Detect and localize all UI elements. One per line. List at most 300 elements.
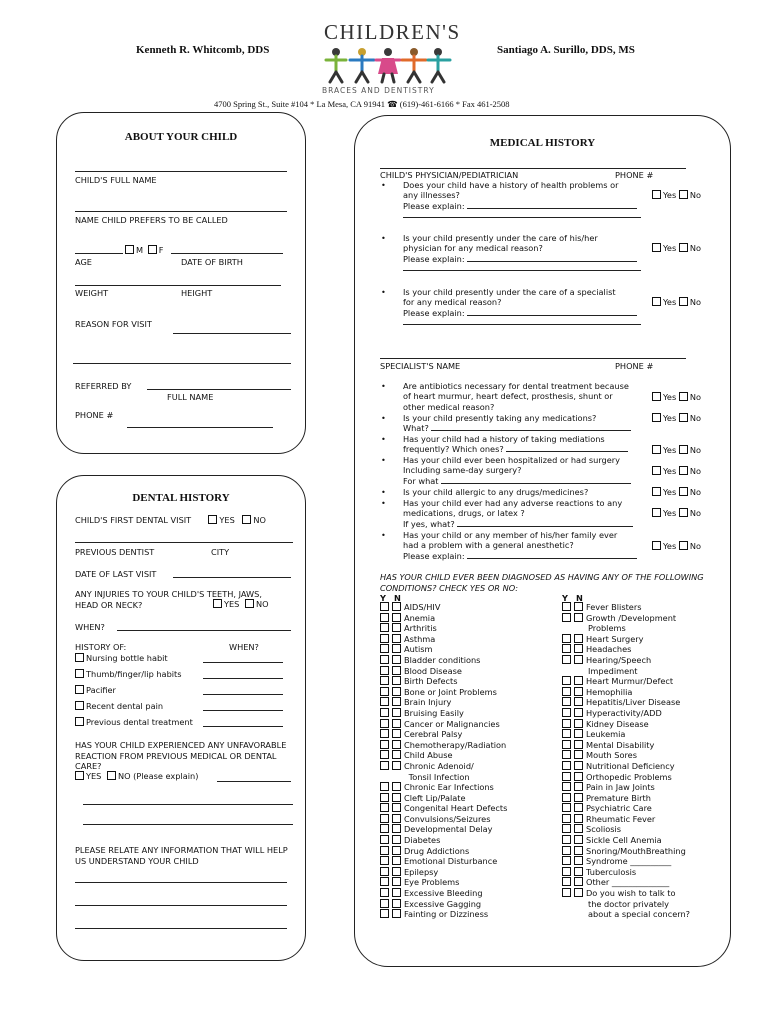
- condition-row: [562, 697, 690, 708]
- condition-label: Fever Blisters: [586, 602, 642, 612]
- condition-yes-checkbox[interactable]: [562, 740, 571, 749]
- condition-no-checkbox[interactable]: [392, 824, 401, 833]
- yes-label: Yes: [663, 413, 677, 423]
- condition-row: [380, 846, 507, 857]
- condition-yes-checkbox[interactable]: [380, 676, 389, 685]
- question-line: • Has your child or any member of his/her family ever: [403, 530, 618, 540]
- condition-row: [380, 856, 507, 867]
- condition-no-checkbox[interactable]: [574, 602, 583, 611]
- condition-no-checkbox[interactable]: [392, 687, 401, 696]
- condition-label: Hearing/Speech: [586, 654, 652, 665]
- habit-row-1: [75, 669, 182, 680]
- condition-no-checkbox[interactable]: [574, 761, 583, 770]
- reaction-yes-checkbox[interactable]: [75, 771, 84, 780]
- answer-field[interactable]: [431, 430, 631, 431]
- condition-row: [562, 602, 690, 613]
- y-header: Y: [380, 593, 386, 603]
- condition-yes-checkbox[interactable]: [380, 877, 389, 886]
- injuries-when-label: WHEN?: [75, 622, 105, 632]
- yes-checkbox[interactable]: [652, 243, 661, 252]
- condition-yes-checkbox[interactable]: [380, 867, 389, 876]
- referred-label: REFERRED BY: [75, 381, 132, 391]
- condition-row: [380, 750, 507, 761]
- explain-field-2[interactable]: [403, 318, 641, 325]
- no-checkbox[interactable]: [679, 466, 688, 475]
- condition-no-checkbox[interactable]: [392, 803, 401, 812]
- no-checkbox[interactable]: [679, 413, 688, 422]
- age-field[interactable]: [75, 253, 123, 254]
- yes-checkbox[interactable]: [652, 190, 661, 199]
- condition-yes-checkbox[interactable]: [380, 602, 389, 611]
- reaction-field-3[interactable]: [83, 824, 293, 825]
- y-header: Y: [562, 593, 568, 603]
- condition-no-checkbox[interactable]: [392, 708, 401, 717]
- condition-no-checkbox[interactable]: [392, 835, 401, 844]
- female-checkbox[interactable]: [148, 245, 157, 254]
- condition-yes-checkbox[interactable]: [562, 697, 571, 706]
- condition-label: Cancer or Malignancies: [404, 718, 500, 729]
- condition-yes-checkbox[interactable]: [380, 613, 389, 622]
- condition-yes-checkbox[interactable]: [562, 772, 571, 781]
- condition-no-checkbox[interactable]: [574, 856, 583, 865]
- condition-label: Bruising Easily: [404, 707, 464, 718]
- condition-no-checkbox[interactable]: [392, 676, 401, 685]
- no-checkbox[interactable]: [679, 508, 688, 517]
- condition-yes-checkbox[interactable]: [380, 782, 389, 791]
- reaction-yes-label: YES: [86, 771, 102, 781]
- relate-label: PLEASE RELATE ANY INFORMATION THAT WILL HELP US UNDERSTAND YOUR CHILD: [75, 845, 288, 866]
- condition-no-checkbox[interactable]: [392, 888, 401, 897]
- no-label: No: [689, 243, 701, 253]
- condition-row: [380, 719, 507, 730]
- dental-title: DENTAL HISTORY: [132, 492, 230, 504]
- habit-checkbox[interactable]: [75, 653, 84, 662]
- condition-label: Heart Murmur/Defect: [586, 676, 674, 687]
- question-line: • Is your child presently taking any medications?: [403, 413, 597, 423]
- q5-yesno: [652, 413, 701, 423]
- condition-no-checkbox[interactable]: [392, 899, 401, 908]
- condition-row: [562, 613, 690, 624]
- condition-yes-checkbox[interactable]: [380, 708, 389, 717]
- condition-yes-checkbox[interactable]: [562, 793, 571, 802]
- condition-label: Snoring/MouthBreathing: [586, 845, 686, 856]
- condition-no-checkbox[interactable]: [574, 814, 583, 823]
- reaction-label: HAS YOUR CHILD EXPERIENCED ANY UNFAVORABLE REACTION FROM PREVIOUS MEDICAL OR DENTAL CARE?: [75, 740, 287, 771]
- condition-label: Excessive Bleeding: [404, 888, 483, 899]
- condition-label: Growth /Development: [586, 612, 677, 623]
- condition-yes-checkbox[interactable]: [380, 729, 389, 738]
- yes-checkbox[interactable]: [652, 392, 661, 401]
- explain-field[interactable]: [467, 315, 637, 316]
- no-checkbox[interactable]: [679, 297, 688, 306]
- full-name-field[interactable]: [75, 171, 287, 172]
- yes-checkbox[interactable]: [652, 297, 661, 306]
- q6-yesno: [652, 445, 701, 455]
- medical-history-section: [354, 115, 731, 967]
- condition-no-checkbox[interactable]: [574, 697, 583, 706]
- condition-label: Convulsions/Seizures: [404, 813, 491, 824]
- condition-row: [380, 899, 507, 910]
- weight-height-field[interactable]: [75, 285, 281, 286]
- explain-field-2[interactable]: [403, 264, 641, 271]
- injuries-choice: [213, 599, 269, 610]
- condition-no-checkbox[interactable]: [574, 644, 583, 653]
- diagnosed-heading: HAS YOUR CHILD EVER BEEN DIAGNOSED AS HAVING ANY OF THE FOLLOWING CONDITIONS? CHECK YES OR NO:: [380, 572, 704, 593]
- practice-address: 4700 Spring St., Suite #104 * La Mesa, CA 91941 ☎ (619)-461-6166 * Fax 461-2508: [214, 99, 510, 109]
- condition-label: Do you wish to talk to: [586, 888, 676, 899]
- condition-yes-checkbox[interactable]: [562, 824, 571, 833]
- condition-no-checkbox[interactable]: [392, 782, 401, 791]
- condition-row: [380, 655, 507, 666]
- male-label: M: [136, 245, 144, 255]
- yes-checkbox[interactable]: [652, 466, 661, 475]
- condition-no-checkbox[interactable]: [392, 623, 401, 632]
- injuries-yes-label: YES: [224, 599, 240, 609]
- condition-no-checkbox[interactable]: [574, 835, 583, 844]
- condition-row: [380, 782, 507, 793]
- referred-field[interactable]: [147, 389, 291, 390]
- condition-no-checkbox[interactable]: [392, 613, 401, 622]
- condition-yes-checkbox[interactable]: [380, 761, 389, 770]
- condition-row: [380, 634, 507, 645]
- preferred-name-field[interactable]: [75, 211, 287, 212]
- condition-yes-checkbox[interactable]: [380, 655, 389, 664]
- condition-no-checkbox[interactable]: [392, 644, 401, 653]
- no-checkbox[interactable]: [679, 445, 688, 454]
- condition-yes-checkbox[interactable]: [380, 824, 389, 833]
- condition-yes-checkbox[interactable]: [380, 666, 389, 675]
- condition-label: Other ______________: [586, 877, 670, 888]
- first-visit-no-label: NO: [253, 515, 266, 525]
- height-label: HEIGHT: [181, 288, 213, 298]
- condition-label: Rheumatic Fever: [586, 813, 656, 824]
- first-visit-yes-checkbox[interactable]: [208, 515, 217, 524]
- habit-when-field[interactable]: [203, 726, 283, 727]
- answer-field[interactable]: [441, 483, 631, 484]
- yes-checkbox[interactable]: [652, 413, 661, 422]
- relate-field-1[interactable]: [75, 882, 287, 883]
- condition-no-checkbox[interactable]: [392, 846, 401, 855]
- first-visit-no-checkbox[interactable]: [242, 515, 251, 524]
- condition-label: Epilepsy: [404, 866, 439, 877]
- condition-no-checkbox[interactable]: [392, 655, 401, 664]
- condition-yes-checkbox[interactable]: [562, 867, 571, 876]
- injuries-yes-checkbox[interactable]: [213, 599, 222, 608]
- condition-no-checkbox[interactable]: [574, 824, 583, 833]
- logo: [318, 20, 461, 100]
- q3-yesno: [652, 297, 701, 307]
- please-explain-label: Please explain:: [403, 307, 465, 318]
- relate-field-3[interactable]: [75, 928, 287, 929]
- condition-label: Arthritis: [404, 623, 437, 634]
- yes-checkbox[interactable]: [652, 541, 661, 550]
- condition-row: [562, 708, 690, 719]
- habit-when-field[interactable]: [203, 662, 283, 663]
- condition-no-checkbox[interactable]: [574, 613, 583, 622]
- prev-dentist-label: PREVIOUS DENTIST: [75, 547, 155, 557]
- condition-no-checkbox[interactable]: [392, 634, 401, 643]
- condition-yes-checkbox[interactable]: [380, 814, 389, 823]
- habit-checkbox[interactable]: [75, 701, 84, 710]
- first-visit-yes-label: YES: [219, 515, 235, 525]
- condition-no-checkbox[interactable]: [574, 729, 583, 738]
- no-label: No: [689, 445, 701, 455]
- condition-row: [380, 644, 507, 655]
- condition-no-checkbox[interactable]: [392, 602, 401, 611]
- condition-no-checkbox[interactable]: [574, 676, 583, 685]
- condition-label: Heart Surgery: [586, 633, 644, 644]
- question-specialist-care: [403, 287, 641, 325]
- reaction-no-checkbox[interactable]: [107, 771, 116, 780]
- condition-no-checkbox[interactable]: [574, 846, 583, 855]
- yes-label: Yes: [663, 466, 677, 476]
- condition-no-checkbox[interactable]: [574, 655, 583, 664]
- condition-yes-checkbox[interactable]: [380, 687, 389, 696]
- condition-label: Eye Problems: [404, 877, 460, 888]
- condition-label: Tonsil Infection: [406, 771, 470, 782]
- no-checkbox[interactable]: [679, 487, 688, 496]
- condition-label: Hyperactivity/ADD: [586, 707, 662, 718]
- condition-no-checkbox[interactable]: [392, 793, 401, 802]
- condition-no-checkbox[interactable]: [574, 750, 583, 759]
- dob-field[interactable]: [171, 253, 283, 254]
- condition-row: [562, 814, 690, 825]
- condition-yes-checkbox[interactable]: [380, 856, 389, 865]
- condition-label: Hepatitis/Liver Disease: [586, 697, 681, 708]
- yes-label: Yes: [663, 190, 677, 200]
- condition-label: Premature Birth: [586, 792, 651, 803]
- condition-no-checkbox[interactable]: [574, 782, 583, 791]
- condition-no-checkbox[interactable]: [392, 877, 401, 886]
- no-label: No: [689, 508, 701, 518]
- city-label: CITY: [211, 547, 230, 557]
- condition-yes-checkbox[interactable]: [380, 740, 389, 749]
- condition-no-checkbox[interactable]: [574, 634, 583, 643]
- condition-row: [380, 772, 507, 783]
- condition-no-checkbox[interactable]: [392, 750, 401, 759]
- physician-field[interactable]: [380, 168, 686, 169]
- condition-yes-checkbox[interactable]: [562, 846, 571, 855]
- condition-no-checkbox[interactable]: [574, 708, 583, 717]
- male-checkbox[interactable]: [125, 245, 134, 254]
- condition-no-checkbox[interactable]: [574, 793, 583, 802]
- condition-yes-checkbox[interactable]: [562, 803, 571, 812]
- question-line: • Is your child presently under the care of his/her: [403, 233, 598, 243]
- condition-label: Emotional Disturbance: [404, 856, 498, 867]
- condition-row: [562, 867, 690, 878]
- question-adverse-reactions: [403, 498, 633, 529]
- condition-row: [562, 687, 690, 698]
- condition-row: [380, 666, 507, 677]
- relate-field-2[interactable]: [75, 905, 287, 906]
- yes-checkbox[interactable]: [652, 508, 661, 517]
- habit-when-field[interactable]: [203, 694, 283, 695]
- question-history-medications: [403, 434, 628, 455]
- condition-yes-checkbox[interactable]: [380, 697, 389, 706]
- condition-row: [380, 697, 507, 708]
- condition-yes-checkbox[interactable]: [562, 856, 571, 865]
- condition-no-checkbox[interactable]: [574, 687, 583, 696]
- condition-row: [380, 888, 507, 899]
- condition-no-checkbox[interactable]: [392, 867, 401, 876]
- condition-no-checkbox[interactable]: [574, 867, 583, 876]
- condition-yes-checkbox[interactable]: [380, 644, 389, 653]
- condition-no-checkbox[interactable]: [392, 729, 401, 738]
- condition-row: [562, 750, 690, 761]
- no-label: No: [689, 413, 701, 423]
- dob-label: DATE OF BIRTH: [181, 257, 243, 267]
- condition-no-checkbox[interactable]: [392, 697, 401, 706]
- no-checkbox[interactable]: [679, 392, 688, 401]
- phone-field[interactable]: [127, 427, 273, 428]
- first-visit-row: [75, 515, 266, 526]
- condition-yes-checkbox[interactable]: [380, 846, 389, 855]
- condition-yes-checkbox[interactable]: [380, 719, 389, 728]
- condition-no-checkbox[interactable]: [392, 761, 401, 770]
- condition-yes-checkbox[interactable]: [562, 655, 571, 664]
- question-line: • Has your child had a history of taking mediations: [403, 434, 605, 444]
- condition-no-checkbox[interactable]: [574, 719, 583, 728]
- condition-label: Birth Defects: [404, 676, 458, 687]
- condition-yes-checkbox[interactable]: [562, 761, 571, 770]
- condition-yes-checkbox[interactable]: [562, 613, 571, 622]
- answer-field[interactable]: [457, 526, 633, 527]
- q10-yesno: [652, 541, 701, 551]
- condition-yes-checkbox[interactable]: [562, 644, 571, 653]
- no-checkbox[interactable]: [679, 243, 688, 252]
- condition-label: Orthopedic Problems: [586, 771, 672, 782]
- question-anesthetic: [403, 530, 637, 561]
- condition-no-checkbox[interactable]: [574, 888, 583, 897]
- answer-field[interactable]: [467, 558, 637, 559]
- condition-yes-checkbox[interactable]: [380, 803, 389, 812]
- condition-no-checkbox[interactable]: [392, 856, 401, 865]
- yes-checkbox[interactable]: [652, 487, 661, 496]
- condition-label: Autism: [404, 644, 433, 655]
- condition-yes-checkbox[interactable]: [562, 708, 571, 717]
- condition-no-checkbox[interactable]: [392, 719, 401, 728]
- condition-yes-checkbox[interactable]: [380, 899, 389, 908]
- full-name-label: CHILD'S FULL NAME: [75, 175, 157, 185]
- habit-checkbox[interactable]: [75, 717, 84, 726]
- condition-yes-checkbox[interactable]: [562, 877, 571, 886]
- condition-yes-checkbox[interactable]: [562, 729, 571, 738]
- condition-no-checkbox[interactable]: [392, 909, 401, 918]
- explain-field[interactable]: [467, 208, 637, 209]
- condition-label: Developmental Delay: [404, 824, 493, 835]
- injuries-no-checkbox[interactable]: [245, 599, 254, 608]
- condition-row: [562, 623, 690, 634]
- last-visit-field[interactable]: [173, 577, 291, 578]
- question-line: frequently? Which ones?: [403, 444, 504, 455]
- condition-yes-checkbox[interactable]: [380, 634, 389, 643]
- reason-field[interactable]: [173, 333, 291, 334]
- habit-when-field[interactable]: [203, 710, 283, 711]
- no-checkbox[interactable]: [679, 541, 688, 550]
- condition-label: Child Abuse: [404, 750, 453, 761]
- condition-yes-checkbox[interactable]: [562, 676, 571, 685]
- condition-yes-checkbox[interactable]: [562, 888, 571, 897]
- injuries-when-field[interactable]: [117, 630, 291, 631]
- condition-no-checkbox[interactable]: [574, 877, 583, 886]
- question-line: • Is your child allergic to any drugs/medicines?: [403, 487, 589, 497]
- condition-label: Impediment: [588, 665, 638, 676]
- condition-label: Nutritional Deficiency: [586, 760, 675, 771]
- no-label: No: [689, 190, 701, 200]
- first-visit-field[interactable]: [75, 542, 293, 543]
- condition-yes-checkbox[interactable]: [562, 719, 571, 728]
- reason-field-2[interactable]: [73, 363, 291, 364]
- condition-row: [562, 877, 690, 888]
- condition-yes-checkbox[interactable]: [562, 782, 571, 791]
- condition-yes-checkbox[interactable]: [562, 814, 571, 823]
- weight-label: WEIGHT: [75, 288, 109, 298]
- reaction-field[interactable]: [217, 781, 291, 782]
- condition-yes-checkbox[interactable]: [380, 835, 389, 844]
- about-your-child-section: [56, 112, 306, 454]
- condition-label: Sickle Cell Anemia: [586, 835, 662, 846]
- yes-label: Yes: [663, 392, 677, 402]
- no-label: No: [689, 466, 701, 476]
- reaction-field-2[interactable]: [83, 804, 293, 805]
- condition-no-checkbox[interactable]: [574, 772, 583, 781]
- condition-row: [562, 856, 690, 867]
- yes-label: Yes: [663, 243, 677, 253]
- condition-no-checkbox[interactable]: [574, 740, 583, 749]
- condition-yes-checkbox[interactable]: [380, 750, 389, 759]
- last-visit-label: DATE OF LAST VISIT: [75, 569, 157, 579]
- condition-row: [562, 719, 690, 730]
- condition-yes-checkbox[interactable]: [380, 888, 389, 897]
- no-checkbox[interactable]: [679, 190, 688, 199]
- question-line: • Are antibiotics necessary for dental treatment because: [403, 381, 629, 391]
- habit-checkbox[interactable]: [75, 669, 84, 678]
- condition-yes-checkbox[interactable]: [562, 602, 571, 611]
- condition-row: [562, 899, 690, 910]
- phone-label: PHONE #: [75, 410, 114, 420]
- yes-checkbox[interactable]: [652, 445, 661, 454]
- condition-label: Chronic Ear Infections: [404, 782, 494, 793]
- condition-yes-checkbox[interactable]: [380, 909, 389, 918]
- habit-when-field[interactable]: [203, 678, 283, 679]
- condition-no-checkbox[interactable]: [392, 666, 401, 675]
- answer-field[interactable]: [506, 451, 628, 452]
- condition-no-checkbox[interactable]: [392, 740, 401, 749]
- habit-row-4: [75, 717, 193, 728]
- condition-row: [562, 793, 690, 804]
- q1-yesno: [652, 190, 701, 200]
- explain-field-2[interactable]: [403, 211, 641, 218]
- physician-label: CHILD'S PHYSICIAN/PEDIATRICIAN: [380, 170, 519, 180]
- please-explain-label: Please explain:: [403, 253, 465, 264]
- habit-checkbox[interactable]: [75, 685, 84, 694]
- yes-label: Yes: [663, 508, 677, 518]
- condition-row: [380, 687, 507, 698]
- condition-row: [562, 803, 690, 814]
- habit-row-2: [75, 685, 116, 696]
- condition-yes-checkbox[interactable]: [562, 750, 571, 759]
- condition-yes-checkbox[interactable]: [380, 623, 389, 632]
- condition-yes-checkbox[interactable]: [562, 687, 571, 696]
- condition-no-checkbox[interactable]: [392, 814, 401, 823]
- condition-yes-checkbox[interactable]: [562, 634, 571, 643]
- condition-no-checkbox[interactable]: [574, 803, 583, 812]
- specialist-field[interactable]: [380, 358, 686, 359]
- question-line: For what: [403, 475, 439, 486]
- condition-yes-checkbox[interactable]: [562, 835, 571, 844]
- condition-yes-checkbox[interactable]: [380, 793, 389, 802]
- explain-field[interactable]: [467, 261, 637, 262]
